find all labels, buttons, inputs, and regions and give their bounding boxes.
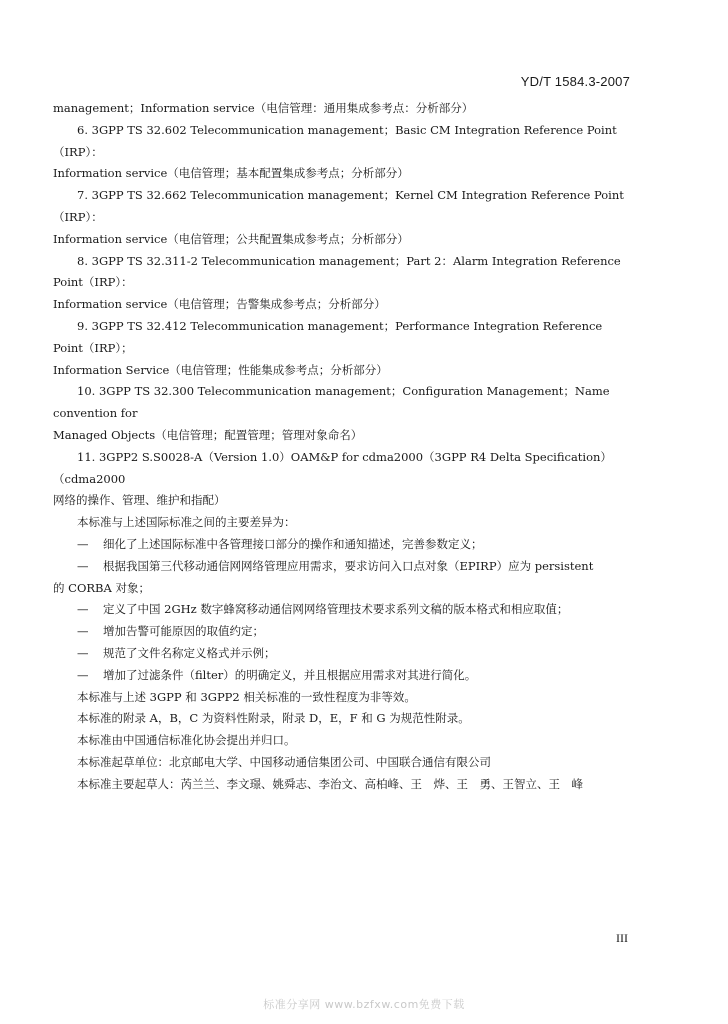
watermark: 标准分享网 www.bzfxw.com免费下载 xyxy=(263,998,465,1011)
dash-item-text: 规范了文件名称定义格式并示例； xyxy=(103,645,276,660)
dash-marker: — xyxy=(77,624,89,639)
document-body xyxy=(53,98,633,796)
text-line: 本标准起草单位：北京邮电大学、中国移动通信集团公司、中国联合通信有限公司 xyxy=(77,754,491,769)
text-line: Information service（电信管理；公共配置集成参考点；分析部分） xyxy=(53,231,409,246)
text-line: 8. 3GPP TS 32.311-2 Telecommunication management；Part 2：Alarm Integration Reference Point（IRP）： xyxy=(53,253,621,290)
text-line: 本标准与上述国际标准之间的主要差异为： xyxy=(77,515,296,530)
text-line: Information service（电信管理；基本配置集成参考点；分析部分） xyxy=(53,166,409,181)
text-line: Information Service（电信管理；性能集成参考点；分析部分） xyxy=(53,362,388,377)
dash-marker: — xyxy=(77,645,89,660)
dash-marker: — xyxy=(77,558,89,573)
document-number: YD/T 1584.3-2007 xyxy=(520,74,630,89)
text-line: 7. 3GPP TS 32.662 Telecommunication management；Kernel CM Integration Reference Point（IRP）： xyxy=(53,188,624,224)
text-line: 本标准的附录 A，B，C 为资料性附录，附录 D，E，F 和 G 为规范性附录。 xyxy=(77,711,470,726)
dash-item-text: 细化了上述国际标准中各管理接口部分的操作和通知描述，完善参数定义； xyxy=(103,536,483,551)
text-line: 本标准由中国通信标准化协会提出并归口。 xyxy=(77,733,296,748)
dash-item-text: 根据我国第三代移动通信网网络管理应用需求，要求访问入口点对象（EPIRP）应为 persistent xyxy=(103,558,594,573)
dash-marker: — xyxy=(77,667,89,682)
dash-item-text: 增加了过滤条件（filter）的明确定义，并且根据应用需求对其进行简化。 xyxy=(103,667,477,682)
text-line xyxy=(53,665,633,687)
text-line xyxy=(53,534,633,556)
text-line: Managed Objects（电信管理；配置管理；管理对象命名） xyxy=(53,427,363,442)
text-line xyxy=(53,556,633,578)
text-line xyxy=(53,621,633,643)
text-line: 9. 3GPP TS 32.412 Telecommunication management；Performance Integration Reference Point（IRP）； xyxy=(53,318,603,355)
dash-item-text: 增加告警可能原因的取值约定； xyxy=(103,624,264,639)
dash-marker: — xyxy=(77,536,89,551)
page-number: III xyxy=(616,931,628,945)
text-line: 本标准主要起草人：芮兰兰、李文璟、姚舜志、李治文、高柏峰、王 烨、王 勇、王智立、王 峰 xyxy=(77,776,583,791)
text-line: Information service（电信管理；告警集成参考点；分析部分） xyxy=(53,297,386,312)
dash-item-text: 定义了中国 2GHz 数字蜂窝移动通信网网络管理技术要求系列文稿的版本格式和相应取值； xyxy=(103,602,569,617)
text-line: 的 CORBA 对象； xyxy=(53,580,150,595)
text-line: 6. 3GPP TS 32.602 Telecommunication management；Basic CM Integration Reference Point（IRP）： xyxy=(53,122,617,159)
text-line: 10. 3GPP TS 32.300 Telecommunication management；Configuration Management；Name convention for xyxy=(53,384,610,421)
text-line: 网络的操作、管理、维护和指配） xyxy=(53,493,226,508)
text-line: 11. 3GPP2 S.S0028-A（Version 1.0）OAM&P for cdma2000（3GPP R4 Delta Specification）（cdma2000 xyxy=(53,449,612,486)
text-line xyxy=(53,643,633,665)
dash-marker: — xyxy=(77,602,89,617)
text-line: 本标准与上述 3GPP 和 3GPP2 相关标准的一致性程度为非等效。 xyxy=(77,689,416,704)
text-line: management；Information service（电信管理：通用集成参考点：分析部分） xyxy=(53,101,474,115)
text-line xyxy=(53,599,633,621)
